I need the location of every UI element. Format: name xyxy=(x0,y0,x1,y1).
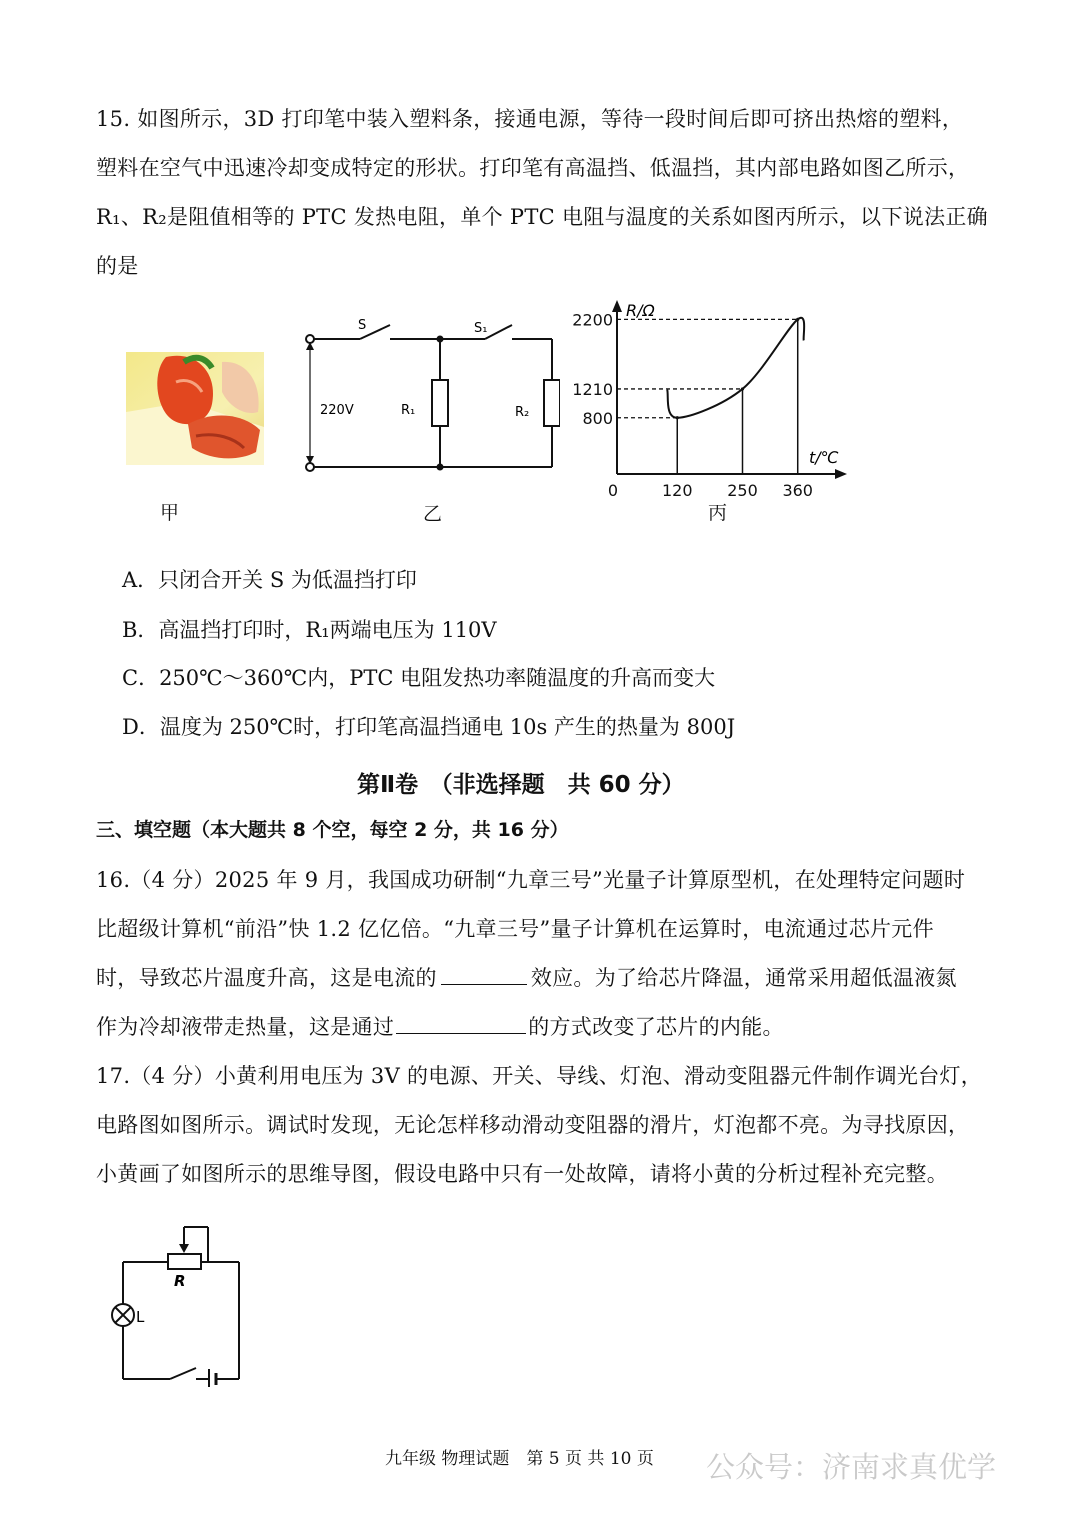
section-2-title: 第Ⅱ卷 （非选择题 共 60 分） xyxy=(357,772,685,798)
series-line-r-vs-t xyxy=(667,318,804,418)
label-voltage: 220V xyxy=(320,403,354,418)
x-tick-120: 120 xyxy=(661,481,693,500)
switch-s1 xyxy=(485,325,512,339)
y-tick-1210: 1210 xyxy=(572,379,613,399)
terminal-bottom xyxy=(306,463,314,471)
q17-line-2: 电路图如图所示。调试时发现，无论怎样移动滑动变阻器的滑片，灯泡都不亮。为寻找原因， xyxy=(96,1113,970,1137)
figure-yi-circuit xyxy=(300,315,560,480)
q17-circuit xyxy=(108,1222,248,1387)
q16-line-4-b: 的方式改变了芯片的内能。 xyxy=(528,1015,784,1039)
q15-line-1: 15. 如图所示，3D 打印笔中装入塑料条，接通电源，等待一段时间后即可挤出热熔的塑料， xyxy=(96,107,964,131)
q17-line-3: 小黄画了如图所示的思维导图，假设电路中只有一处故障，请将小黄的分析过程补充完整。 xyxy=(96,1162,948,1186)
q16-blank-2[interactable] xyxy=(396,1011,526,1034)
label-switch-s1: S₁ xyxy=(474,321,488,336)
label-r1: R₁ xyxy=(401,403,416,418)
q15-option-c: C．250℃～360℃内，PTC 电阻发热功率随温度的升高而变大 xyxy=(122,666,716,690)
label-l: L xyxy=(136,1308,145,1326)
q16-line-4-a: 作为冷却液带走热量，这是通过 xyxy=(96,1015,395,1039)
q16-line-2: 比超级计算机“前沿”快 1.2 亿亿倍。“九章三号”量子计算机在运算时，电流通过芯片元件 xyxy=(96,917,934,941)
q15-option-a: A．只闭合开关 S 为低温挡打印 xyxy=(122,568,417,592)
q17-line-1: 17.（4 分）小黄利用电压为 3V 的电源、开关、导线、灯泡、滑动变阻器元件制作调光台灯， xyxy=(96,1064,983,1088)
q16-line-4 xyxy=(96,1003,784,1052)
resistor-r1 xyxy=(432,380,448,426)
q15-line-3: R₁、R₂是阻值相等的 PTC 发热电阻，单个 PTC 电阻与温度的关系如图丙所示，以下说法正确 xyxy=(96,205,988,229)
data-point-120 xyxy=(676,416,679,419)
figure-jia-photo xyxy=(126,352,264,465)
x-tick-0: 0 xyxy=(607,481,619,500)
junction-bottom xyxy=(437,464,444,471)
q16-line-3-a: 时，导致芯片温度升高，这是电流的 xyxy=(96,966,437,990)
x-axis-arrow xyxy=(835,469,847,479)
figure-bing-label: 丙 xyxy=(708,502,728,524)
label-r2: R₂ xyxy=(515,405,530,420)
y-tick-800: 800 xyxy=(582,408,613,428)
arrow-up xyxy=(306,342,314,350)
y-axis-arrow xyxy=(612,300,622,312)
arrow-down xyxy=(306,456,314,464)
label-r: R xyxy=(174,1272,186,1290)
slider-arrow xyxy=(179,1244,189,1253)
watermark: 公众号：济南求真优学 xyxy=(706,1450,997,1484)
junction-top xyxy=(437,336,444,343)
q15-line-4: 的是 xyxy=(96,254,139,278)
rheostat xyxy=(168,1254,201,1269)
data-point-250 xyxy=(741,387,744,390)
x-axis-label: t/℃ xyxy=(809,448,839,467)
q15-option-b: B．高温挡打印时，R₁两端电压为 110V xyxy=(122,618,497,642)
q15-option-d: D．温度为 250℃时，打印笔高温挡通电 10s 产生的热量为 800J xyxy=(122,715,736,739)
x-tick-360: 360 xyxy=(782,481,813,500)
figure-jia-label: 甲 xyxy=(160,502,180,524)
q16-line-3 xyxy=(96,954,957,1003)
y-axis-label: R/Ω xyxy=(626,301,655,320)
y-tick-2200: 2200 xyxy=(572,310,613,330)
q16-line-3-b: 效应。为了给芯片降温，通常采用超低温液氮 xyxy=(530,966,957,990)
page-footer: 九年级 物理试题 第 5 页 共 10 页 xyxy=(385,1449,654,1469)
q16-blank-1[interactable] xyxy=(441,962,527,985)
q15-line-2: 塑料在空气中迅速冷却变成特定的形状。打印笔有高温挡、低温挡，其内部电路如图乙所示， xyxy=(96,156,970,180)
label-switch-s: S xyxy=(358,318,367,333)
figure-yi-label: 乙 xyxy=(423,503,443,525)
figure-bing-chart xyxy=(560,292,850,507)
part-3-heading: 三、填空题（本大题共 8 个空，每空 2 分，共 16 分） xyxy=(96,819,569,841)
x-tick-250: 250 xyxy=(727,481,758,500)
data-point-360 xyxy=(796,318,799,321)
terminal-top xyxy=(306,335,314,343)
switch xyxy=(170,1368,196,1379)
resistor-r2 xyxy=(544,380,560,426)
q16-line-1: 16.（4 分）2025 年 9 月，我国成功研制“九章三号”光量子计算原型机，在处理特定问题时 xyxy=(96,868,966,892)
